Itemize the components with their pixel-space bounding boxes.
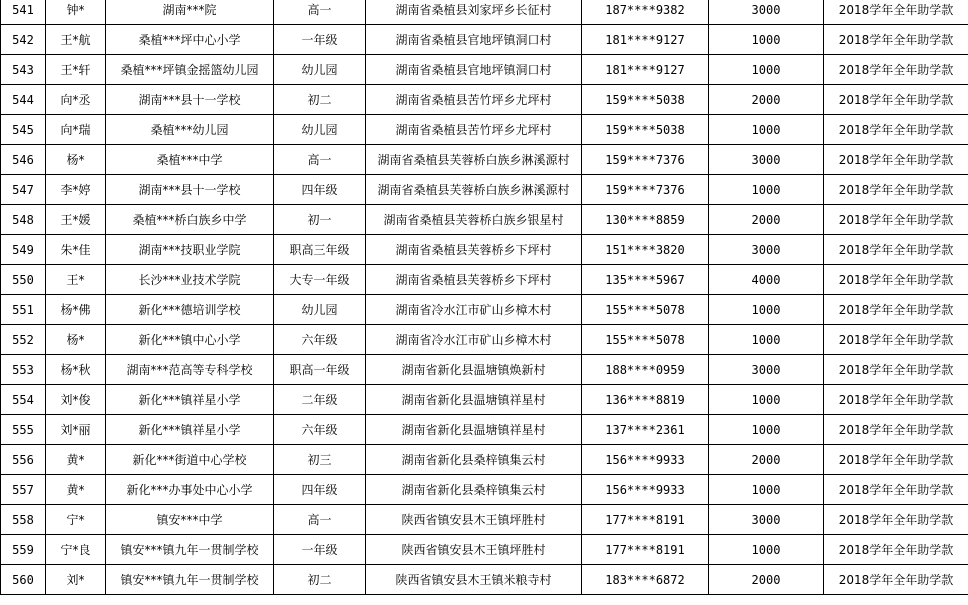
address-cell: 湖南省新化县温塘镇祥星村 bbox=[366, 385, 582, 415]
aid-description-cell: 2018学年全年助学款 bbox=[824, 565, 968, 595]
table-row bbox=[1, 355, 968, 385]
amount-cell: 3000 bbox=[709, 505, 824, 535]
grade-cell: 职高三年级 bbox=[274, 235, 366, 265]
row-number-cell: 553 bbox=[1, 355, 46, 385]
aid-description-cell: 2018学年全年助学款 bbox=[824, 445, 968, 475]
address-cell: 湖南省桑植县芙蓉桥乡下坪村 bbox=[366, 265, 582, 295]
student-name-cell: 杨* bbox=[46, 325, 106, 355]
amount-cell: 1000 bbox=[709, 475, 824, 505]
school-cell: 镇安***镇九年一贯制学校 bbox=[106, 565, 274, 595]
aid-description-cell: 2018学年全年助学款 bbox=[824, 85, 968, 115]
phone-cell: 135****5967 bbox=[582, 265, 709, 295]
student-name-cell: 李*婷 bbox=[46, 175, 106, 205]
school-cell: 桑植***坪镇金摇篮幼儿园 bbox=[106, 55, 274, 85]
phone-cell: 137****2361 bbox=[582, 415, 709, 445]
table-row bbox=[1, 535, 968, 565]
school-cell: 湖南***院 bbox=[106, 0, 274, 25]
school-cell: 湖南***县十一学校 bbox=[106, 85, 274, 115]
phone-cell: 136****8819 bbox=[582, 385, 709, 415]
address-cell: 陕西省镇安县木王镇坪胜村 bbox=[366, 535, 582, 565]
school-cell: 新化***街道中心学校 bbox=[106, 445, 274, 475]
grade-cell: 四年级 bbox=[274, 475, 366, 505]
amount-cell: 1000 bbox=[709, 55, 824, 85]
table-row bbox=[1, 265, 968, 295]
student-name-cell: 王*轩 bbox=[46, 55, 106, 85]
student-name-cell: 宁*良 bbox=[46, 535, 106, 565]
school-cell: 桑植***桥白族乡中学 bbox=[106, 205, 274, 235]
aid-description-cell: 2018学年全年助学款 bbox=[824, 385, 968, 415]
amount-cell: 1000 bbox=[709, 535, 824, 565]
row-number-cell: 545 bbox=[1, 115, 46, 145]
amount-cell: 1000 bbox=[709, 325, 824, 355]
school-cell: 新化***镇祥星小学 bbox=[106, 385, 274, 415]
amount-cell: 2000 bbox=[709, 205, 824, 235]
address-cell: 湖南省桑植县官地坪镇洞口村 bbox=[366, 55, 582, 85]
grade-cell: 高一 bbox=[274, 505, 366, 535]
phone-cell: 130****8859 bbox=[582, 205, 709, 235]
address-cell: 湖南省新化县桑梓镇集云村 bbox=[366, 475, 582, 505]
phone-cell: 188****0959 bbox=[582, 355, 709, 385]
aid-description-cell: 2018学年全年助学款 bbox=[824, 235, 968, 265]
grade-cell: 一年级 bbox=[274, 535, 366, 565]
address-cell: 湖南省桑植县芙蓉桥白族乡淋溪源村 bbox=[366, 145, 582, 175]
school-cell: 长沙***业技术学院 bbox=[106, 265, 274, 295]
grade-cell: 高一 bbox=[274, 145, 366, 175]
student-name-cell: 杨* bbox=[46, 145, 106, 175]
address-cell: 湖南省冷水江市矿山乡樟木村 bbox=[366, 295, 582, 325]
row-number-cell: 560 bbox=[1, 565, 46, 595]
aid-description-cell: 2018学年全年助学款 bbox=[824, 355, 968, 385]
table-row bbox=[1, 145, 968, 175]
row-number-cell: 543 bbox=[1, 55, 46, 85]
row-number-cell: 550 bbox=[1, 265, 46, 295]
student-name-cell: 王* bbox=[46, 265, 106, 295]
school-cell: 新化***镇中心小学 bbox=[106, 325, 274, 355]
grade-cell: 幼儿园 bbox=[274, 115, 366, 145]
school-cell: 湖南***技职业学院 bbox=[106, 235, 274, 265]
aid-description-cell: 2018学年全年助学款 bbox=[824, 205, 968, 235]
student-name-cell: 向*丞 bbox=[46, 85, 106, 115]
grade-cell: 初二 bbox=[274, 85, 366, 115]
address-cell: 湖南省新化县温塘镇焕新村 bbox=[366, 355, 582, 385]
row-number-cell: 559 bbox=[1, 535, 46, 565]
student-name-cell: 朱*佳 bbox=[46, 235, 106, 265]
table-row bbox=[1, 505, 968, 535]
student-name-cell: 杨*佛 bbox=[46, 295, 106, 325]
phone-cell: 159****5038 bbox=[582, 85, 709, 115]
student-name-cell: 向*瑞 bbox=[46, 115, 106, 145]
aid-description-cell: 2018学年全年助学款 bbox=[824, 505, 968, 535]
grade-cell: 职高一年级 bbox=[274, 355, 366, 385]
amount-cell: 4000 bbox=[709, 265, 824, 295]
grade-cell: 初二 bbox=[274, 565, 366, 595]
phone-cell: 156****9933 bbox=[582, 475, 709, 505]
table-row bbox=[1, 235, 968, 265]
aid-description-cell: 2018学年全年助学款 bbox=[824, 475, 968, 505]
aid-description-cell: 2018学年全年助学款 bbox=[824, 415, 968, 445]
table-row bbox=[1, 205, 968, 235]
address-cell: 湖南省桑植县芙蓉桥白族乡淋溪源村 bbox=[366, 175, 582, 205]
amount-cell: 2000 bbox=[709, 565, 824, 595]
row-number-cell: 544 bbox=[1, 85, 46, 115]
address-cell: 湖南省桑植县芙蓉桥乡下坪村 bbox=[366, 235, 582, 265]
amount-cell: 1000 bbox=[709, 295, 824, 325]
aid-description-cell: 2018学年全年助学款 bbox=[824, 0, 968, 25]
phone-cell: 159****7376 bbox=[582, 145, 709, 175]
aid-description-cell: 2018学年全年助学款 bbox=[824, 535, 968, 565]
grade-cell: 幼儿园 bbox=[274, 295, 366, 325]
amount-cell: 3000 bbox=[709, 0, 824, 25]
amount-cell: 1000 bbox=[709, 175, 824, 205]
row-number-cell: 541 bbox=[1, 0, 46, 25]
phone-cell: 159****7376 bbox=[582, 175, 709, 205]
table-row bbox=[1, 475, 968, 505]
school-cell: 桑植***幼儿园 bbox=[106, 115, 274, 145]
row-number-cell: 546 bbox=[1, 145, 46, 175]
phone-cell: 181****9127 bbox=[582, 55, 709, 85]
row-number-cell: 556 bbox=[1, 445, 46, 475]
row-number-cell: 551 bbox=[1, 295, 46, 325]
amount-cell: 3000 bbox=[709, 355, 824, 385]
address-cell: 湖南省桑植县芙蓉桥白族乡银星村 bbox=[366, 205, 582, 235]
address-cell: 湖南省桑植县官地坪镇洞口村 bbox=[366, 25, 582, 55]
amount-cell: 1000 bbox=[709, 415, 824, 445]
table-row bbox=[1, 445, 968, 475]
aid-description-cell: 2018学年全年助学款 bbox=[824, 265, 968, 295]
phone-cell: 187****9382 bbox=[582, 0, 709, 25]
school-cell: 新化***德培训学校 bbox=[106, 295, 274, 325]
grade-cell: 高一 bbox=[274, 0, 366, 25]
phone-cell: 177****8191 bbox=[582, 535, 709, 565]
row-number-cell: 542 bbox=[1, 25, 46, 55]
student-name-cell: 钟* bbox=[46, 0, 106, 25]
amount-cell: 2000 bbox=[709, 445, 824, 475]
phone-cell: 156****9933 bbox=[582, 445, 709, 475]
aid-description-cell: 2018学年全年助学款 bbox=[824, 25, 968, 55]
table-body bbox=[1, 0, 968, 595]
phone-cell: 155****5078 bbox=[582, 295, 709, 325]
grade-cell: 六年级 bbox=[274, 325, 366, 355]
student-name-cell: 王*航 bbox=[46, 25, 106, 55]
address-cell: 湖南省新化县桑梓镇集云村 bbox=[366, 445, 582, 475]
row-number-cell: 557 bbox=[1, 475, 46, 505]
school-cell: 湖南***范高等专科学校 bbox=[106, 355, 274, 385]
student-name-cell: 刘*俊 bbox=[46, 385, 106, 415]
student-name-cell: 刘* bbox=[46, 565, 106, 595]
student-name-cell: 刘*丽 bbox=[46, 415, 106, 445]
table-row bbox=[1, 325, 968, 355]
aid-description-cell: 2018学年全年助学款 bbox=[824, 175, 968, 205]
grade-cell: 初一 bbox=[274, 205, 366, 235]
table-row bbox=[1, 85, 968, 115]
grade-cell: 二年级 bbox=[274, 385, 366, 415]
table-row bbox=[1, 415, 968, 445]
aid-description-cell: 2018学年全年助学款 bbox=[824, 115, 968, 145]
student-name-cell: 黄* bbox=[46, 445, 106, 475]
school-cell: 桑植***坪中心小学 bbox=[106, 25, 274, 55]
grade-cell: 初三 bbox=[274, 445, 366, 475]
grade-cell: 四年级 bbox=[274, 175, 366, 205]
amount-cell: 1000 bbox=[709, 385, 824, 415]
table-row bbox=[1, 385, 968, 415]
school-cell: 新化***镇祥星小学 bbox=[106, 415, 274, 445]
address-cell: 湖南省冷水江市矿山乡樟木村 bbox=[366, 325, 582, 355]
school-cell: 桑植***中学 bbox=[106, 145, 274, 175]
table-row bbox=[1, 295, 968, 325]
grade-cell: 一年级 bbox=[274, 25, 366, 55]
table-row bbox=[1, 0, 968, 25]
school-cell: 湖南***县十一学校 bbox=[106, 175, 274, 205]
table-row bbox=[1, 565, 968, 595]
address-cell: 湖南省桑植县刘家坪乡长征村 bbox=[366, 0, 582, 25]
table-row bbox=[1, 25, 968, 55]
table-row bbox=[1, 175, 968, 205]
address-cell: 湖南省桑植县苦竹坪乡尤坪村 bbox=[366, 115, 582, 145]
amount-cell: 3000 bbox=[709, 145, 824, 175]
row-number-cell: 547 bbox=[1, 175, 46, 205]
phone-cell: 155****5078 bbox=[582, 325, 709, 355]
amount-cell: 3000 bbox=[709, 235, 824, 265]
row-number-cell: 558 bbox=[1, 505, 46, 535]
amount-cell: 1000 bbox=[709, 25, 824, 55]
aid-description-cell: 2018学年全年助学款 bbox=[824, 55, 968, 85]
table-row bbox=[1, 115, 968, 145]
row-number-cell: 552 bbox=[1, 325, 46, 355]
grade-cell: 大专一年级 bbox=[274, 265, 366, 295]
aid-description-cell: 2018学年全年助学款 bbox=[824, 145, 968, 175]
school-cell: 镇安***镇九年一贯制学校 bbox=[106, 535, 274, 565]
school-cell: 镇安***中学 bbox=[106, 505, 274, 535]
aid-description-cell: 2018学年全年助学款 bbox=[824, 325, 968, 355]
row-number-cell: 548 bbox=[1, 205, 46, 235]
table-row bbox=[1, 55, 968, 85]
phone-cell: 151****3820 bbox=[582, 235, 709, 265]
address-cell: 湖南省桑植县苦竹坪乡尤坪村 bbox=[366, 85, 582, 115]
address-cell: 陕西省镇安县木王镇米粮寺村 bbox=[366, 565, 582, 595]
student-name-cell: 黄* bbox=[46, 475, 106, 505]
aid-description-cell: 2018学年全年助学款 bbox=[824, 295, 968, 325]
school-cell: 新化***办事处中心小学 bbox=[106, 475, 274, 505]
row-number-cell: 554 bbox=[1, 385, 46, 415]
grade-cell: 六年级 bbox=[274, 415, 366, 445]
phone-cell: 183****6872 bbox=[582, 565, 709, 595]
student-name-cell: 杨*秋 bbox=[46, 355, 106, 385]
phone-cell: 181****9127 bbox=[582, 25, 709, 55]
student-name-cell: 宁* bbox=[46, 505, 106, 535]
phone-cell: 159****5038 bbox=[582, 115, 709, 145]
address-cell: 陕西省镇安县木王镇坪胜村 bbox=[366, 505, 582, 535]
amount-cell: 1000 bbox=[709, 115, 824, 145]
phone-cell: 177****8191 bbox=[582, 505, 709, 535]
row-number-cell: 549 bbox=[1, 235, 46, 265]
grade-cell: 幼儿园 bbox=[274, 55, 366, 85]
amount-cell: 2000 bbox=[709, 85, 824, 115]
student-name-cell: 王*媛 bbox=[46, 205, 106, 235]
address-cell: 湖南省新化县温塘镇祥星村 bbox=[366, 415, 582, 445]
row-number-cell: 555 bbox=[1, 415, 46, 445]
